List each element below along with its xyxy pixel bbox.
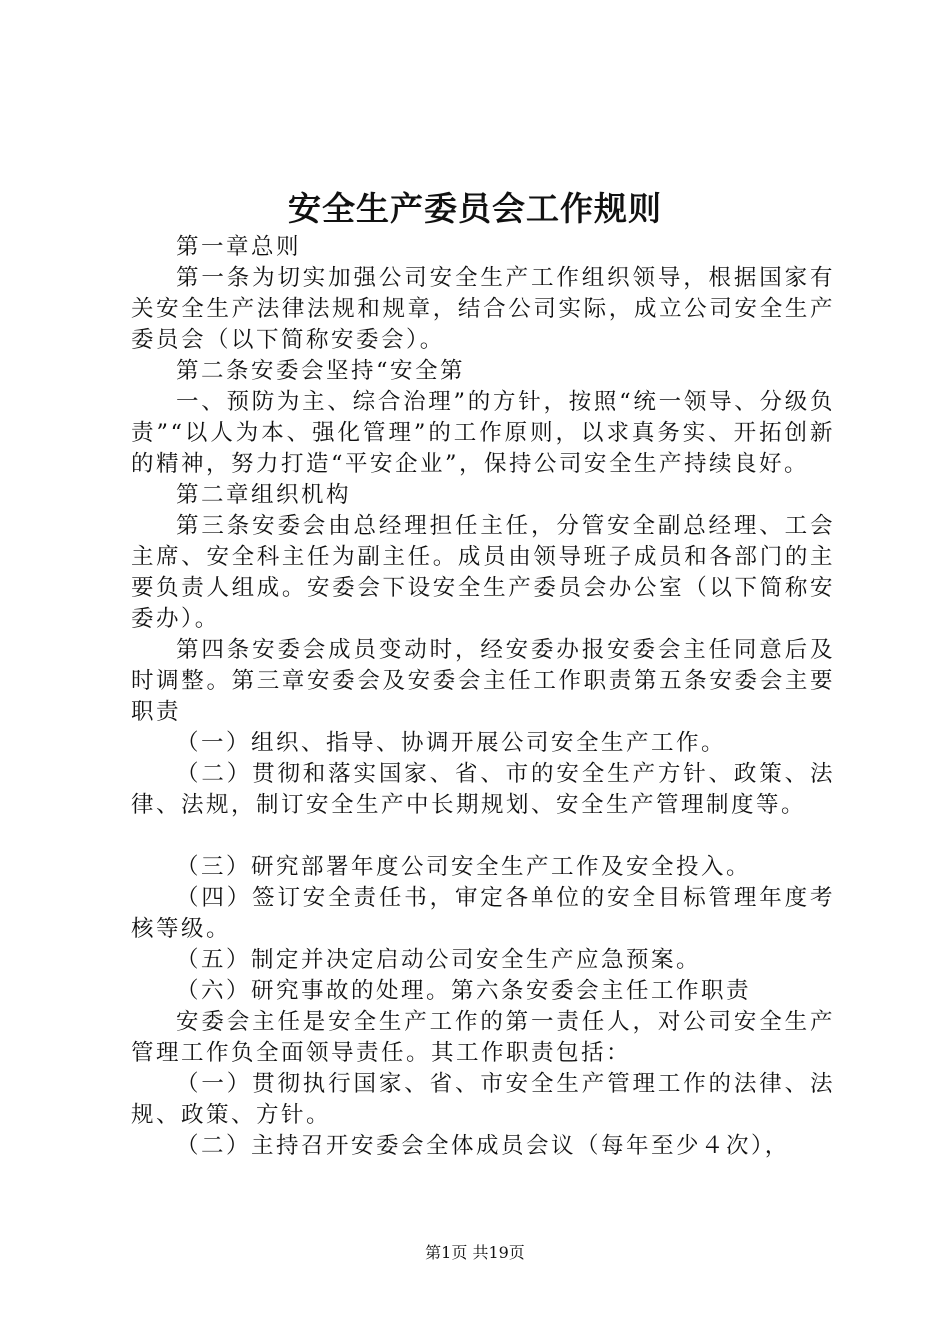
article-paragraph: 第二条安委会坚持“安全第 [176,358,466,384]
article-paragraph: 第一条为切实加强公司安全生产工作组织领导，根据国家有关安全生产法律法规和规章，结合公司实际，成立公司安全生产委员会（以下简称安委会）。 [131,265,835,353]
list-item: （四）签订安全责任书，审定各单位的安全目标管理年度考核等级。 [131,885,835,942]
list-item: （三）研究部署年度公司安全生产工作及安全投入。 [176,854,752,880]
article-paragraph: 第三条安委会由总经理担任主任，分管安全副总经理、工会主席、安全科主任为副主任。成员由领导班子成员和各部门的主要负责人组成。安委会下设安全生产委员会办公室（以下简称安委办）。 [131,513,835,632]
list-item: （六）研究事故的处理。第六条安委会主任工作职责 [176,978,752,1004]
paragraph-gap [131,821,835,852]
document-body [131,232,835,1162]
chapter-heading: 第二章组织机构 [176,482,352,508]
article-paragraph: 第四条安委会成员变动时，经安委办报安委会主任同意后及时调整。第三章安委会及安委会主任工作职责第五条安委会主要职责 [131,637,835,725]
chapter-heading: 第一章总则 [176,234,302,260]
article-paragraph: 安委会主任是安全生产工作的第一责任人，对公司安全生产管理工作负全面领导责任。其工作职责包括： [131,1009,835,1066]
article-paragraph: 一、预防为主、综合治理”的方针，按照“统一领导、分级负责”“以人为本、强化管理”的工作原则，以求真务实、开拓创新的精神，努力打造“平安企业”，保持公司安全生产持续良好。 [131,389,835,477]
list-item: （五）制定并决定启动公司安全生产应急预案。 [176,947,702,973]
page-footer: 第1页 共19页 [425,1243,525,1262]
document-title: 安全生产委员会工作规则 [288,189,662,228]
list-item: （一）贯彻执行国家、省、市安全生产管理工作的法律、法规、政策、方针。 [131,1071,835,1128]
list-item: （一）组织、指导、协调开展公司安全生产工作。 [176,730,727,756]
list-item: （二）主持召开安委会全体成员会议（每年至少４次）， [176,1133,790,1159]
list-item: （二）贯彻和落实国家、省、市的安全生产方针、政策、法律、法规，制订安全生产中长期规划、安全生产管理制度等。 [131,761,835,818]
